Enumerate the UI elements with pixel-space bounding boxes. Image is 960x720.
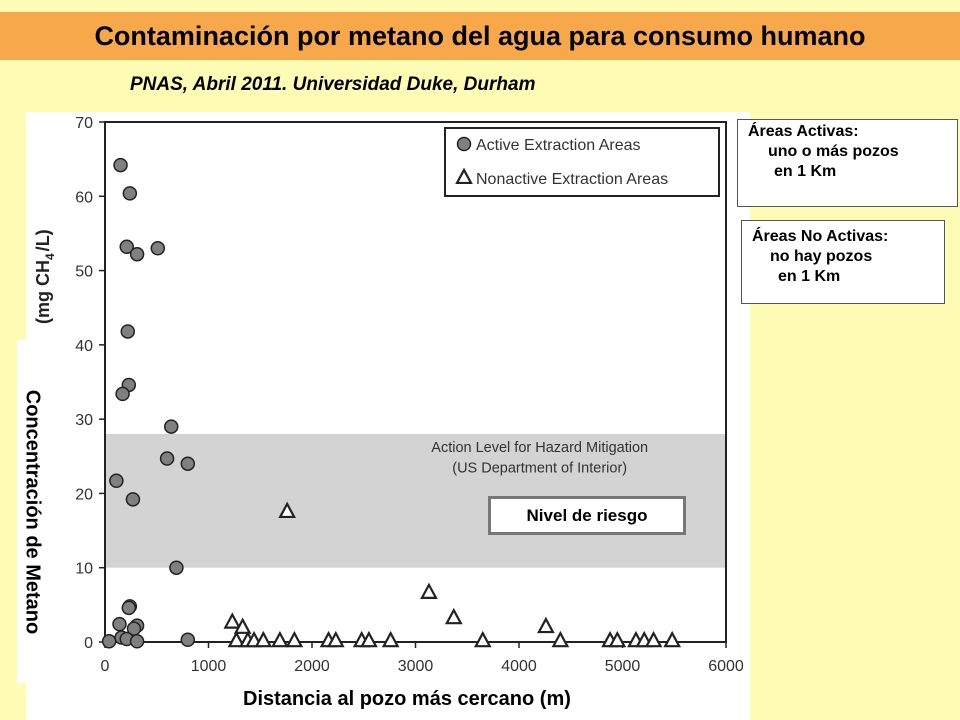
nonactive-point [225, 615, 239, 628]
active-point [126, 493, 139, 506]
subtitle: PNAS, Abril 2011. Universidad Duke, Durham [130, 74, 536, 95]
legend-active-marker [458, 138, 471, 151]
x-tick-label: 1000 [190, 658, 227, 675]
x-tick-label: 0 [100, 658, 110, 675]
y-tick-label: 30 [75, 412, 93, 430]
y-tick-label: 60 [75, 189, 93, 207]
chart-panel [26, 112, 750, 720]
x-tick-label: 5000 [604, 658, 641, 675]
active-point [122, 601, 135, 614]
nonactive-note-line-1: no hay pozos [770, 248, 873, 265]
active-point [113, 618, 126, 631]
active-note-line-1: uno o más pozos [768, 143, 899, 160]
active-point [165, 420, 178, 433]
active-point [103, 635, 116, 648]
nonactive-point [384, 633, 398, 646]
y-axis-label-overlay [17, 340, 46, 683]
y-axis-units-label: (mg $CH_4/L$) [33, 229, 57, 324]
nonactive-note-line-2: en 1 Km [778, 268, 841, 285]
x-tick-label: 4000 [501, 658, 537, 675]
y-tick-label: 40 [75, 337, 93, 355]
nonactive-point [476, 633, 490, 646]
nonactive-point [287, 633, 301, 646]
active-point [151, 242, 164, 255]
y-tick-label: 50 [75, 263, 93, 281]
active-point [170, 561, 183, 574]
active-point [116, 387, 129, 400]
active-point [110, 474, 123, 487]
nonactive-point [553, 633, 567, 646]
x-tick-label: 6000 [708, 658, 744, 675]
x-tick-label: 2000 [294, 658, 330, 675]
nonactive-point [273, 633, 287, 646]
active-areas-note [737, 119, 958, 207]
nonactive-point [539, 619, 553, 632]
series-active [103, 159, 195, 648]
band-label-line-1: Action Level for Hazard Mitigation [431, 439, 649, 456]
nonactive-areas-note [741, 220, 945, 304]
x-axis-label: Distancia al pozo más cercano (m) [243, 688, 571, 710]
nonactive-point [447, 610, 461, 623]
active-point [121, 325, 134, 338]
band-label-line-2: (US Department of Interior) [452, 460, 628, 477]
active-point [181, 633, 194, 646]
y-tick-label: 0 [84, 635, 93, 652]
title-bar [0, 12, 960, 60]
active-point [114, 159, 127, 172]
y-axis-label: Concentración de Metano [21, 389, 43, 634]
active-point [131, 635, 144, 648]
active-point [181, 457, 194, 470]
legend-active-label: Active Extraction Areas [476, 137, 641, 154]
nonactive-point [665, 633, 679, 646]
x-tick-label: 3000 [397, 658, 434, 675]
nonactive-point [422, 585, 436, 598]
risk-level-label: Nivel de riesgo [488, 496, 686, 535]
scatter-chart [26, 112, 750, 720]
y-tick-label: 10 [75, 560, 93, 578]
active-point [123, 187, 136, 200]
y-tick-label: 20 [75, 486, 93, 504]
page-title: Contaminación por metano del agua para consumo humano [94, 20, 866, 51]
y-tick-label: 70 [75, 115, 93, 132]
active-point [131, 248, 144, 261]
active-note-line-2: en 1 Km [774, 163, 837, 180]
active-point [161, 452, 174, 465]
legend-nonactive-label: Nonactive Extraction Areas [476, 171, 669, 188]
active-note-title: Áreas Activas: [748, 123, 859, 140]
nonactive-note-title: Áreas No Activas: [752, 228, 889, 245]
